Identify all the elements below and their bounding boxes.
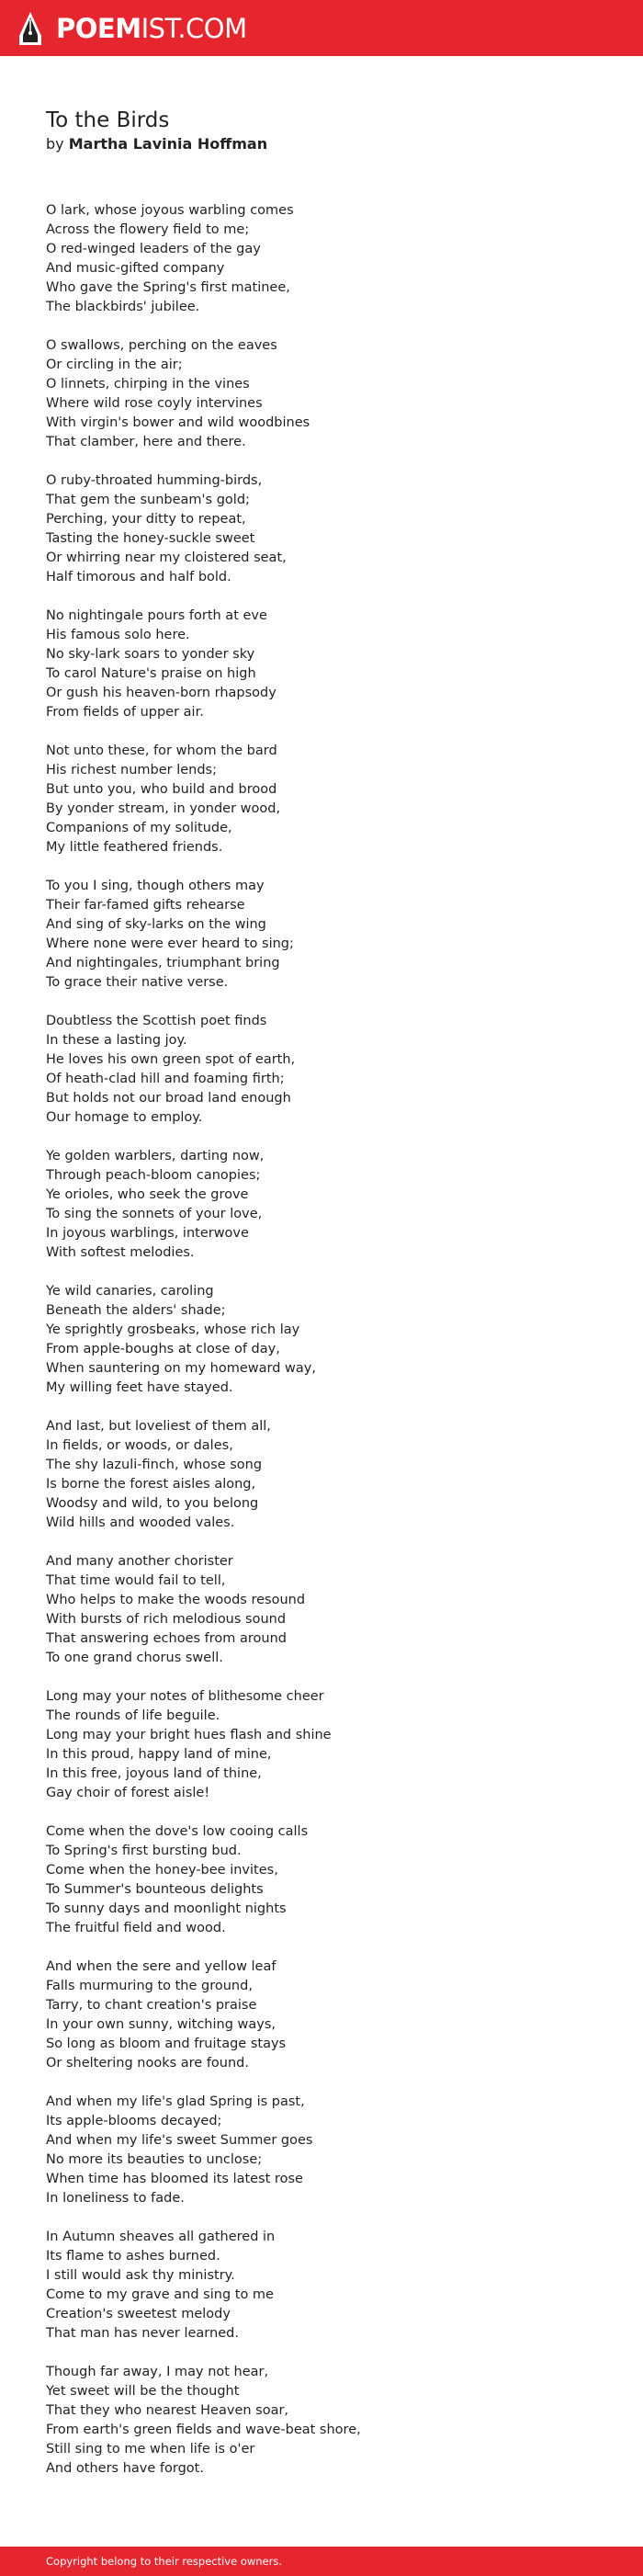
- poem-line: Through peach-bloom canopies;: [46, 1168, 261, 1183]
- poem-line: Long may your bright hues flash and shine: [46, 1728, 332, 1742]
- poem-line: With virgin's bower and wild woodbines: [46, 415, 310, 430]
- poem-line: In Autumn sheaves all gathered in: [46, 2230, 276, 2244]
- poem-line: Our homage to employ.: [46, 1110, 203, 1125]
- site-logo[interactable]: [56, 13, 247, 44]
- poem-line: Wild hills and wooded vales.: [46, 1515, 235, 1530]
- poem-line: Not unto these, for whom the bard: [46, 743, 277, 758]
- poem-stanza: [46, 1012, 615, 1128]
- poem-line: Who helps to make the woods resound: [46, 1593, 306, 1607]
- poem-line: In loneliness to fade.: [46, 2191, 185, 2206]
- poem-line: Doubtless the Scottish poet finds: [46, 1014, 267, 1028]
- poem-line: To grace their native verse.: [46, 975, 229, 990]
- poem-line: Tasting the honey-suckle sweet: [46, 531, 255, 546]
- poem-line: Long may your notes of blithesome cheer: [46, 1689, 324, 1704]
- poem-line: From earth's green fields and wave-beat shore,: [46, 2423, 361, 2437]
- poem-line: Ye orioles, who seek the grove: [46, 1187, 249, 1202]
- poem-line: My little feathered friends.: [46, 840, 223, 855]
- poem-line: The blackbirds' jubilee.: [46, 300, 200, 314]
- poem-line: Creation's sweetest melody: [46, 2307, 231, 2321]
- poem-stanza: [46, 1417, 615, 1533]
- poem-line: O lark, whose joyous warbling comes: [46, 203, 294, 218]
- poem-line: So long as bloom and fruitage stays: [46, 2037, 287, 2051]
- poem-line: No nightingale pours forth at eve: [46, 608, 267, 623]
- poem-line: When sauntering on my homeward way,: [46, 1361, 316, 1376]
- poem-stanza: [46, 2228, 615, 2343]
- logo-light-text: IST.COM: [141, 13, 247, 44]
- poem-line: I still would ask thy ministry.: [46, 2268, 235, 2283]
- poem-line: That they who nearest Heaven soar,: [46, 2403, 289, 2418]
- site-footer: [0, 2547, 643, 2576]
- pen-nib-icon[interactable]: [12, 10, 49, 47]
- poem-line: The rounds of life beguile.: [46, 1708, 220, 1723]
- poem-line: Or whirring near my cloistered seat,: [46, 550, 287, 565]
- poem-line: That man has never learned.: [46, 2326, 239, 2341]
- poem-line: Ye wild canaries, caroling: [46, 1284, 214, 1299]
- poem-line: Yet sweet will be the thought: [46, 2384, 240, 2399]
- byline-prefix: by: [46, 135, 64, 153]
- poem-line: To Summer's bounteous delights: [46, 1882, 264, 1897]
- poem-author[interactable]: Martha Lavinia Hoffman: [68, 135, 268, 153]
- poem-line: No more its beauties to unclose;: [46, 2152, 263, 2167]
- poem-stanza: [46, 1552, 615, 1668]
- poem-line: That answering echoes from around: [46, 1631, 288, 1646]
- poem-line: And many another chorister: [46, 1554, 233, 1569]
- poem-stanza: [46, 471, 615, 587]
- poem-line: But holds not our broad land enough: [46, 1091, 291, 1106]
- poem-line: Still sing to me when life is o'er: [46, 2442, 255, 2457]
- poem-line: To carol Nature's praise on high: [46, 666, 256, 681]
- poem-line: Perching, your ditty to repeat,: [46, 512, 246, 527]
- poem-line: From apple-boughs at close of day,: [46, 1342, 280, 1356]
- poem-line: And when the sere and yellow leaf: [46, 1959, 276, 1974]
- poem-body: [46, 201, 615, 2498]
- poem-line: Come when the honey-bee invites,: [46, 1863, 278, 1878]
- poem-line: Half timorous and half bold.: [46, 570, 231, 584]
- poem-line: And when my life's glad Spring is past,: [46, 2094, 305, 2109]
- poem-line: Of heath-clad hill and foaming firth;: [46, 1072, 285, 1086]
- poem-line: Its flame to ashes burned.: [46, 2249, 220, 2264]
- poem-stanza: [46, 1687, 615, 1803]
- poem-stanza: [46, 201, 615, 317]
- poem-line: And when my life's sweet Summer goes: [46, 2133, 313, 2148]
- poem-stanza: [46, 1958, 615, 2073]
- poem-line: Come to my grave and sing to me: [46, 2287, 274, 2302]
- poem-line: But unto you, who build and brood: [46, 782, 277, 797]
- poem-line: With bursts of rich melodious sound: [46, 1612, 287, 1627]
- poem-stanza: [46, 742, 615, 857]
- poem-line: Who gave the Spring's first matinee,: [46, 280, 290, 295]
- poem-stanza: [46, 877, 615, 993]
- poem-line: O swallows, perching on the eaves: [46, 338, 277, 353]
- poem-line: In your own sunny, witching ways,: [46, 2017, 276, 2032]
- poem-line: O linnets, chirping in the vines: [46, 377, 250, 392]
- poem-line: Their far-famed gifts rehearse: [46, 898, 245, 913]
- poem-stanza: [46, 2093, 615, 2208]
- poem-line: Where wild rose coyly intervines: [46, 396, 263, 411]
- poem-line: Woodsy and wild, to you belong: [46, 1496, 259, 1511]
- poem-line: In this proud, happy land of mine,: [46, 1747, 272, 1762]
- poem-stanza: [46, 1147, 615, 1263]
- poem-line: By yonder stream, in yonder wood,: [46, 801, 281, 816]
- poem-line: Tarry, to chant creation's praise: [46, 1998, 257, 2013]
- poem-line: To one grand chorus swell.: [46, 1651, 223, 1665]
- poem-line: Come when the dove's low cooing calls: [46, 1824, 309, 1839]
- poem-line: Its apple-blooms decayed;: [46, 2114, 222, 2128]
- poem-line: Ye golden warblers, darting now,: [46, 1149, 265, 1163]
- poem-line: In joyous warblings, interwove: [46, 1226, 249, 1241]
- poem-line: Though far away, I may not hear,: [46, 2365, 269, 2379]
- poem-line: That clamber, here and there.: [46, 435, 246, 449]
- poem-line: O red-winged leaders of the gay: [46, 242, 261, 256]
- poem-byline: [46, 135, 267, 153]
- poem-line: In fields, or woods, or dales,: [46, 1438, 233, 1453]
- poem-line: Where none were ever heard to sing;: [46, 936, 294, 951]
- poem-line: O ruby-throated humming-birds,: [46, 473, 263, 488]
- poem-line: Or circling in the air;: [46, 357, 183, 372]
- poem-line: With softest melodies.: [46, 1245, 195, 1260]
- poem-line: Beneath the alders' shade;: [46, 1303, 226, 1318]
- poem-line: To you I sing, though others may: [46, 879, 265, 893]
- poem-line: The shy lazuli-finch, whose song: [46, 1458, 263, 1472]
- poem-line: His famous solo here.: [46, 628, 190, 642]
- poem-line: That gem the sunbeam's gold;: [46, 493, 250, 507]
- poem-line: When time has bloomed its latest rose: [46, 2172, 303, 2186]
- poem-line: And music-gifted company: [46, 261, 225, 276]
- poem-line: My willing feet have stayed.: [46, 1380, 233, 1395]
- site-header: [0, 0, 643, 56]
- poem-line: To sunny days and moonlight nights: [46, 1901, 287, 1916]
- poem-line: In these a lasting joy.: [46, 1033, 187, 1048]
- poem-line: Gay choir of forest aisle!: [46, 1786, 210, 1800]
- poem-line: The fruitful field and wood.: [46, 1921, 226, 1935]
- poem-line: No sky-lark soars to yonder sky: [46, 647, 255, 662]
- poem-line: From fields of upper air.: [46, 705, 204, 720]
- poem-line: Ye sprightly grosbeaks, whose rich lay: [46, 1322, 300, 1337]
- poem-line: That time would fail to tell,: [46, 1573, 226, 1588]
- poem-stanza: [46, 1282, 615, 1398]
- poem-line: To Spring's first bursting bud.: [46, 1844, 242, 1858]
- poem-line: His richest number lends;: [46, 763, 218, 777]
- poem-line: He loves his own green spot of earth,: [46, 1052, 296, 1067]
- poem-stanza: [46, 2363, 615, 2479]
- poem-line: And last, but loveliest of them all,: [46, 1419, 271, 1434]
- poem-line: And others have forgot.: [46, 2461, 204, 2476]
- poem-stanza: [46, 336, 615, 452]
- poem-stanza: [46, 1822, 615, 1938]
- poem-line: And nightingales, triumphant bring: [46, 956, 280, 970]
- poem-line: To sing the sonnets of your love,: [46, 1207, 263, 1221]
- copyright-notice: Copyright belong to their respective owners.: [46, 2555, 283, 2568]
- poem-line: Companions of my solitude,: [46, 821, 232, 835]
- poem-stanza: [46, 607, 615, 722]
- logo-bold-text: POEM: [56, 13, 141, 44]
- poem-title: To the Birds: [46, 108, 170, 132]
- poem-line: Across the flowery field to me;: [46, 222, 250, 237]
- poem-line: Or sheltering nooks are found.: [46, 2056, 249, 2071]
- poem-line: In this free, joyous land of thine,: [46, 1766, 262, 1781]
- poem-line: Is borne the forest aisles along,: [46, 1477, 256, 1492]
- poem-line: And sing of sky-larks on the wing: [46, 917, 266, 932]
- poem-line: Falls murmuring to the ground,: [46, 1979, 253, 1993]
- poem-line: Or gush his heaven-born rhapsody: [46, 686, 276, 700]
